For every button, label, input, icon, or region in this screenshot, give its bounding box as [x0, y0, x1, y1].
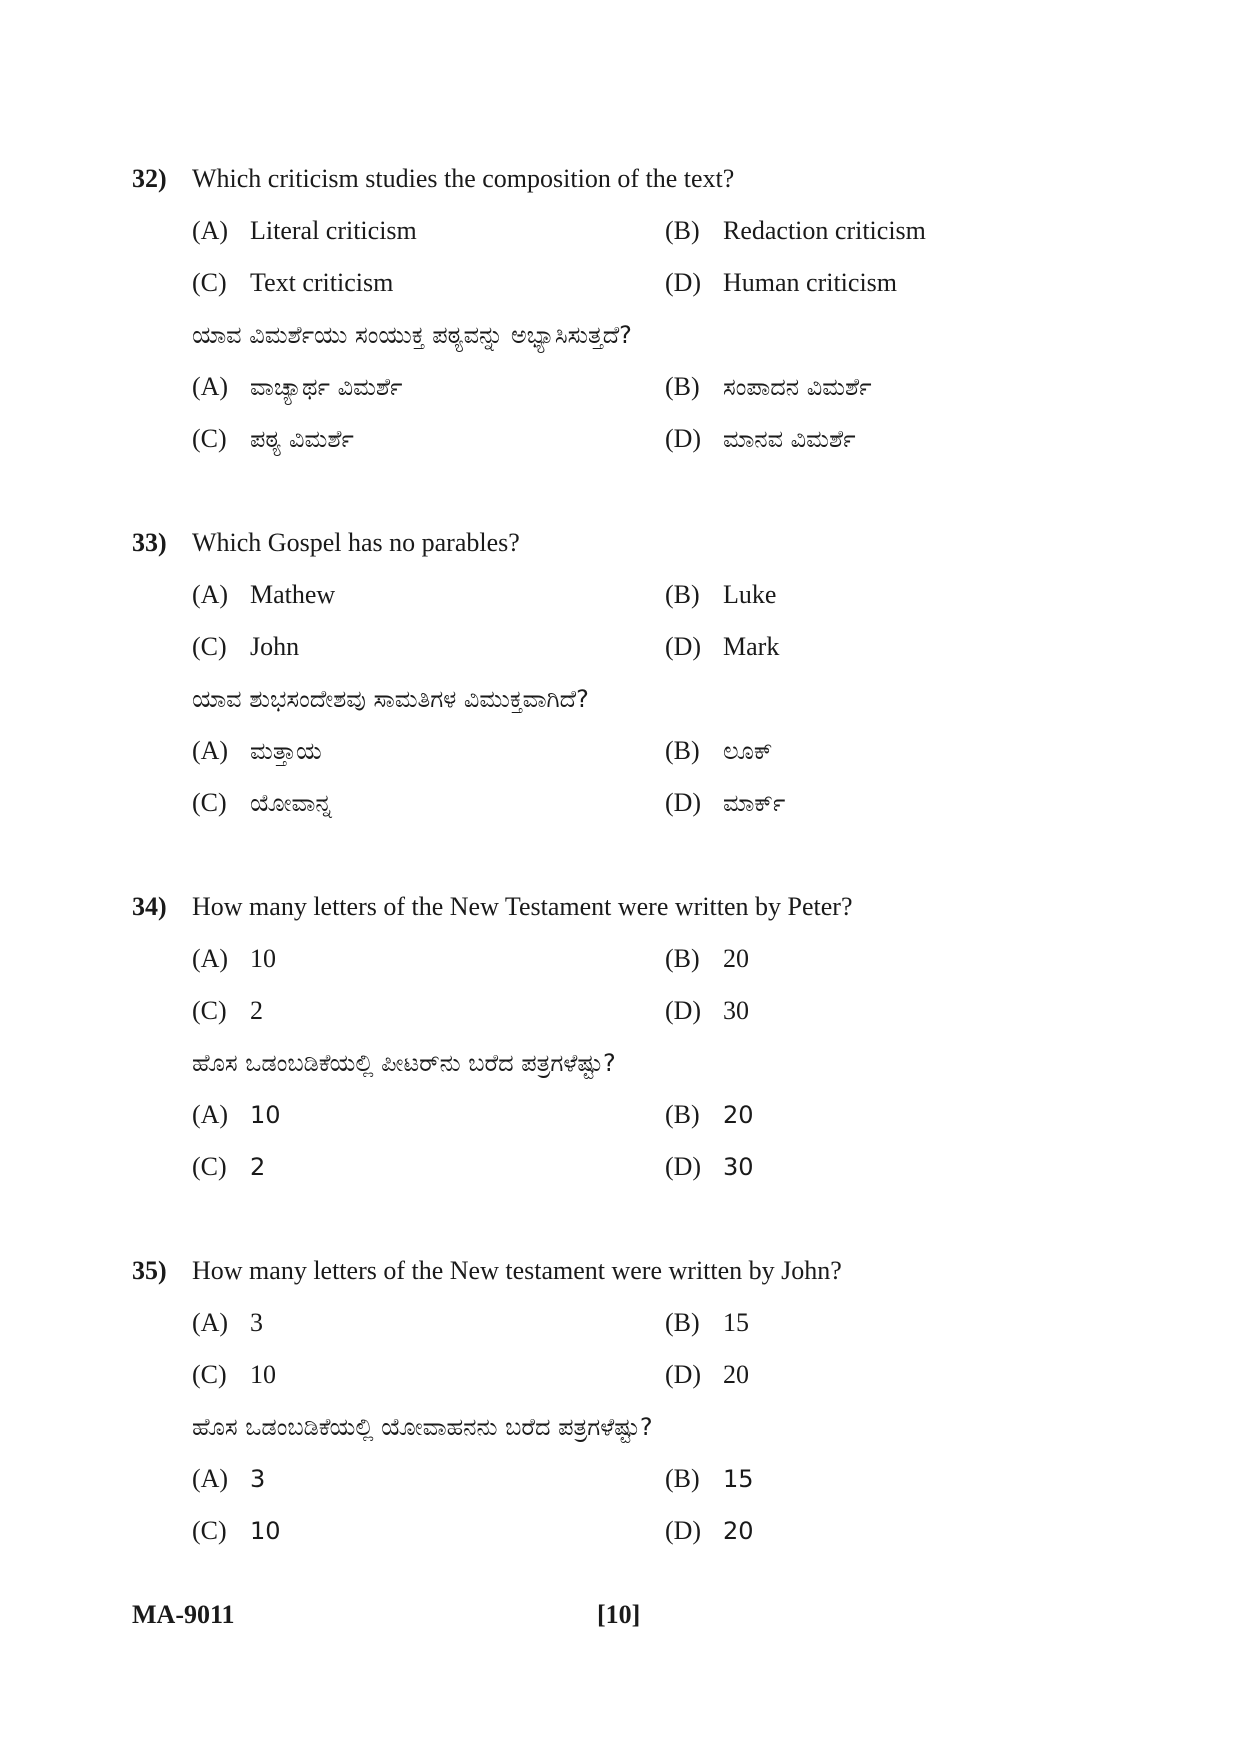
question-33 [0, 526, 1241, 856]
option-d-kannada: (D) ಮಾರ್ಕ್ [665, 788, 786, 817]
question-kannada-text: ಹೊಸ ಒಡಂಬಡಿಕೆಯಲ್ಲಿ ಯೋವಾಹನನು ಬರೆದ ಪತ್ರಗಳೆಷ್ಟು? [192, 1413, 653, 1441]
question-kannada-text: ಹೊಸ ಒಡಂಬಡಿಕೆಯಲ್ಲಿ ಪೀಟರ್‌ನು ಬರೆದ ಪತ್ರಗಳೆಷ್ಟು? [192, 1049, 616, 1077]
question-35 [0, 1254, 1241, 1584]
paper-code: MA-9011 [132, 1600, 235, 1629]
option-a-kannada: (A) ಮತ್ತಾಯ [192, 736, 322, 765]
question-34 [0, 890, 1241, 1220]
option-d: (D) Mark [665, 632, 780, 661]
option-a-kannada: (A) ವಾಚ್ಯಾರ್ಥ ವಿಮರ್ಶೆ [192, 372, 403, 401]
option-c: (C) 2 [192, 996, 263, 1025]
option-b-kannada: (B) 20 [665, 1100, 754, 1129]
question-text: 34) How many letters of the New Testament were written by Peter? [132, 890, 853, 924]
option-d-kannada: (D) 20 [665, 1516, 754, 1545]
option-d: (D) 20 [665, 1360, 749, 1389]
option-c-kannada: (C) 2 [192, 1152, 266, 1181]
option-d: (D) 30 [665, 996, 749, 1025]
question-kannada-text: ಯಾವ ಶುಭಸಂದೇಶವು ಸಾಮತಿಗಳ ವಿಮುಕ್ತವಾಗಿದೆ? [192, 685, 589, 713]
question-32 [0, 162, 1241, 492]
option-c: (C) John [192, 632, 300, 661]
option-d-kannada: (D) 30 [665, 1152, 754, 1181]
question-kannada-text: ಯಾವ ವಿಮರ್ಶೆಯು ಸಂಯುಕ್ತ ಪಠ್ಯವನ್ನು ಅಭ್ಯಾಸಿಸುತ್ತದೆ? [192, 321, 632, 349]
question-text: 35) How many letters of the New testament were written by John? [132, 1254, 842, 1288]
option-b: (B) 15 [665, 1308, 749, 1337]
option-a-kannada: (A) 3 [192, 1464, 266, 1493]
option-b-kannada: (B) 15 [665, 1464, 754, 1493]
question-number: 35) [132, 1256, 167, 1285]
option-b-kannada: (B) ಲೂಕ್ [665, 736, 773, 765]
option-a: (A) 10 [192, 944, 276, 973]
question-number: 34) [132, 892, 167, 921]
option-c: (C) 10 [192, 1360, 276, 1389]
option-b: (B) Luke [665, 580, 777, 609]
question-text: 32) Which criticism studies the composition of the text? [132, 162, 734, 196]
option-b-kannada: (B) ಸಂಪಾದನ ವಿಮರ್ಶೆ [665, 372, 872, 401]
option-c-kannada: (C) 10 [192, 1516, 281, 1545]
question-text: 33) Which Gospel has no parables? [132, 526, 520, 560]
option-c-kannada: (C) ಯೋವಾನ್ನ [192, 788, 332, 817]
option-b: (B) Redaction criticism [665, 216, 926, 245]
question-number: 33) [132, 528, 167, 557]
option-a-kannada: (A) 10 [192, 1100, 281, 1129]
option-c: (C) Text criticism [192, 268, 394, 297]
option-a: (A) Literal criticism [192, 216, 417, 245]
option-d-kannada: (D) ಮಾನವ ವಿಮರ್ಶೆ [665, 424, 856, 453]
question-number: 32) [132, 164, 167, 193]
option-a: (A) 3 [192, 1308, 263, 1337]
option-a: (A) Mathew [192, 580, 336, 609]
page-number: [10] [597, 1600, 641, 1629]
option-d: (D) Human criticism [665, 268, 898, 297]
option-c-kannada: (C) ಪಠ್ಯ ವಿಮರ್ಶೆ [192, 424, 354, 453]
option-b: (B) 20 [665, 944, 749, 973]
